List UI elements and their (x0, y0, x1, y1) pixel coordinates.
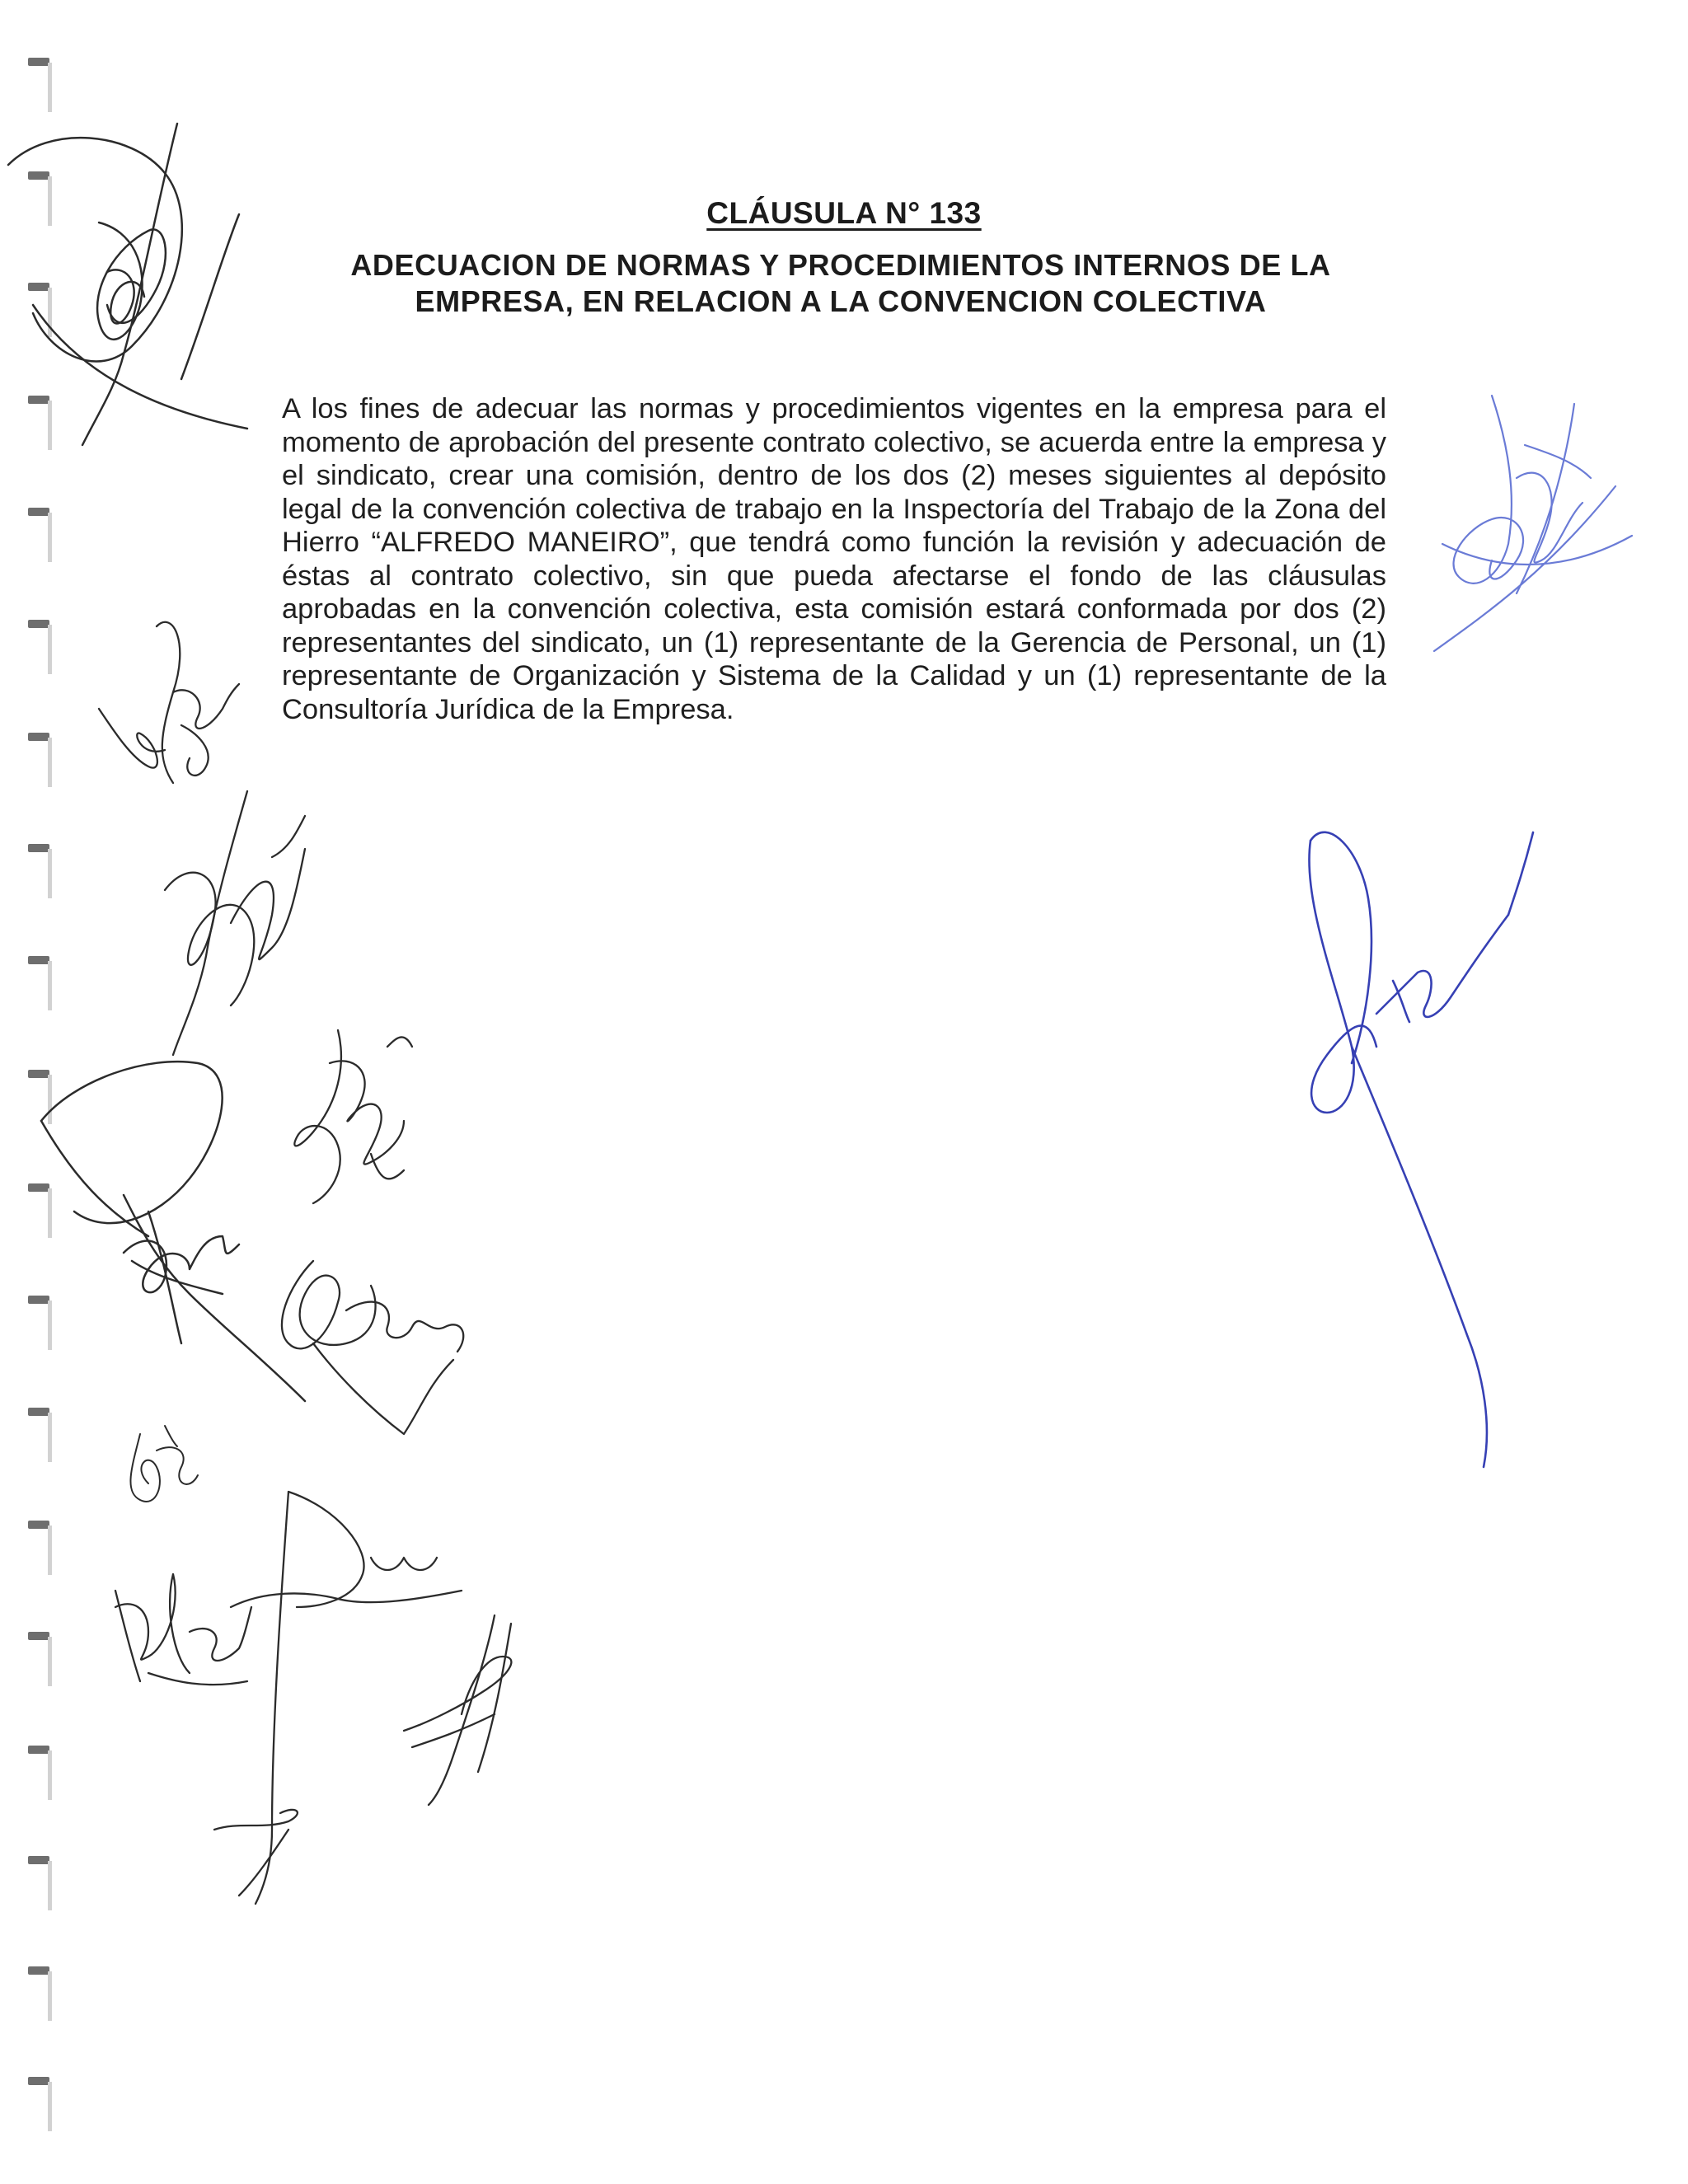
binding-mark (28, 1521, 49, 1529)
binding-mark (28, 620, 49, 628)
clause-title: ADECUACION DE NORMAS Y PROCEDIMIENTOS INTERNOS DE LA EMPRESA, EN RELACION A LA CONVENCION COLECTIVA (350, 248, 1331, 318)
binding-mark (28, 1966, 49, 1975)
binding-mark (28, 733, 49, 741)
binding-mark (28, 1746, 49, 1754)
clause-number-heading: CLÁUSULA N° 133 (706, 196, 982, 230)
signature-6 (264, 1212, 478, 1442)
signature-12 (1269, 799, 1541, 1483)
binding-mark (28, 1856, 49, 1864)
signature-5 (272, 1014, 437, 1236)
binding-mark (28, 58, 49, 66)
clause-body-paragraph: A los fines de adecuar las normas y procedimientos vigentes en la empresa para el momento de aprobación del presente contrato colectivo, se acuerda entre la empresa y el sindicato, crear una comisión, dentro de los dos (2) meses siguientes al depósito legal de la convención colectiva de trabajo en la Inspectoría del Trabajo de la Zona del Hierro “ALFREDO MANEIRO”, que tendrá como función la revisión y adecuación de éstas al contrato colectivo, sin que pueda afectarse el fondo de las cláusulas aprobadas en la convención colectiva, esta comisión estará conformada por dos (2) representantes del sindicato, un (1) representante de la Gerencia de Personal, un (1) representante de Organización y Sistema de la Calidad y un (1) representante de la Consultoría Jurídica de la Empresa. (282, 393, 1386, 725)
signature-11 (1426, 379, 1640, 676)
signature-1 (0, 107, 264, 453)
binding-mark (28, 844, 49, 852)
signature-9 (99, 1558, 264, 1714)
signature-2 (82, 593, 247, 808)
binding-mark (28, 956, 49, 964)
binding-mark (28, 508, 49, 516)
signature-7 (115, 1418, 214, 1516)
binding-mark (28, 1632, 49, 1640)
signature-10 (396, 1607, 528, 1805)
binding-mark (28, 2077, 49, 2085)
